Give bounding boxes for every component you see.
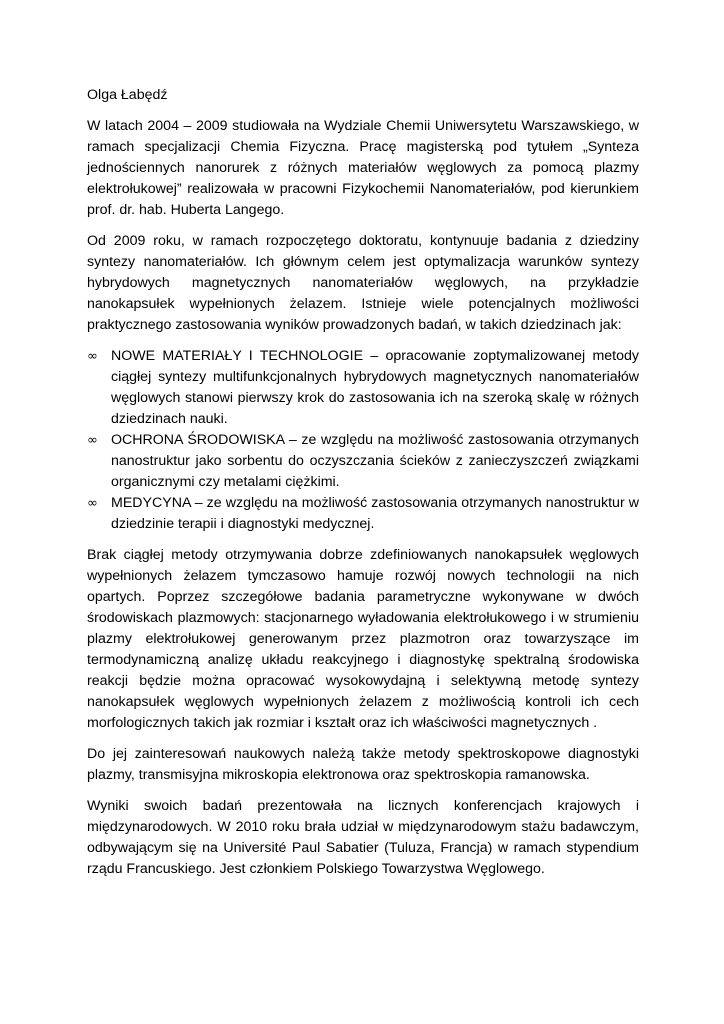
list-item-text: NOWE MATERIAŁY I TECHNOLOGIE – opracowanie zoptymalizowanej metody ciągłej syntezy multifunkcjonalnych hybrydowych magnetycznych nanomateriałów węglowych stanowi pierwszy krok do zastosowania ich na szeroką skalę w różnych dziedzinach nauki.: [111, 348, 639, 427]
document-page: [87, 85, 639, 890]
list-item-text: OCHRONA ŚRODOWISKA – ze względu na możliwość zastosowania otrzymanych nanostruktur jako sorbentu do oczyszczania ścieków z zanieczyszczeń związkami organicznymi czy metalami ciężkimi.: [111, 432, 639, 490]
list-item: [87, 346, 639, 430]
infinity-bullet-icon: ∞: [87, 349, 98, 364]
author-name: Olga Łabędź: [87, 87, 168, 103]
list-item: [87, 493, 639, 535]
paragraph-research-method: Brak ciągłej metody otrzymywania dobrze zdefiniowanych nanokapsułek węglowych wypełnionych żelazem tymczasowo hamuje rozwój nowych technologii na nich opartych. Poprzez szczegółowe badania parametryczne wykonywane w dwóch środowiskach plazmowych: stacjonarnego wyładowania elektrołukowego i w strumieniu plazmy elektrołukowej generowanym przez plazmotron oraz towarzyszące im termodynamiczną analizę układu reakcyjnego i diagnostykę spektralną środowiska reakcji będzie można opracować wysokowydajną i selektywną metodę syntezy nanokapsułek węglowych wypełnionych żelazem z możliwością kontroli ich cech morfologicznych takich jak rozmiar i kształt oraz ich właściwości magnetycznych .: [87, 547, 639, 731]
infinity-bullet-icon: ∞: [87, 496, 98, 511]
infinity-bullet-icon: ∞: [87, 433, 98, 448]
paragraph-education: W latach 2004 – 2009 studiowała na Wydziale Chemii Uniwersytetu Warszawskiego, w ramach specjalizacji Chemia Fizyczna. Pracę magisterską pod tytułem „Synteza jednościennych nanorurek z różnych materiałów węglowych za pomocą plazmy elektrołukowej” realizowała w pracowni Fizykochemii Nanomateriałów, pod kierunkiem prof. dr. hab. Huberta Langego.: [87, 118, 639, 218]
paragraph-conferences: Wyniki swoich badań prezentowała na licznych konferencjach krajowych i międzynarodowych. W 2010 roku brała udział w międzynarodowym stażu badawczym, odbywającym się na Université Paul Sabatier (Tuluza, Francja) w ramach stypendium rządu Francuskiego. Jest członkiem Polskiego Towarzystwa Węglowego.: [87, 798, 639, 877]
application-fields-list: [87, 346, 639, 535]
list-item: [87, 430, 639, 493]
paragraph-interests: Do jej zainteresowań naukowych należą także metody spektroskopowe diagnostyki plazmy, transmisyjna mikroskopia elektronowa oraz spektroskopia ramanowska.: [87, 746, 639, 783]
paragraph-doctorate: Od 2009 roku, w ramach rozpoczętego doktoratu, kontynuuje badania z dziedziny syntezy nanomateriałów. Ich głównym celem jest optymalizacja warunków syntezy hybrydowych magnetycznych nanomateriałów węglowych, na przykładzie nanokapsułek wypełnionych żelazem. Istnieje wiele potencjalnych możliwości praktycznego zastosowania wyników prowadzonych badań, w takich dziedzinach jak:: [87, 233, 639, 333]
list-item-text: MEDYCYNA – ze względu na możliwość zastosowania otrzymanych nanostruktur w dziedzinie terapii i diagnostyki medycznej.: [111, 495, 639, 532]
